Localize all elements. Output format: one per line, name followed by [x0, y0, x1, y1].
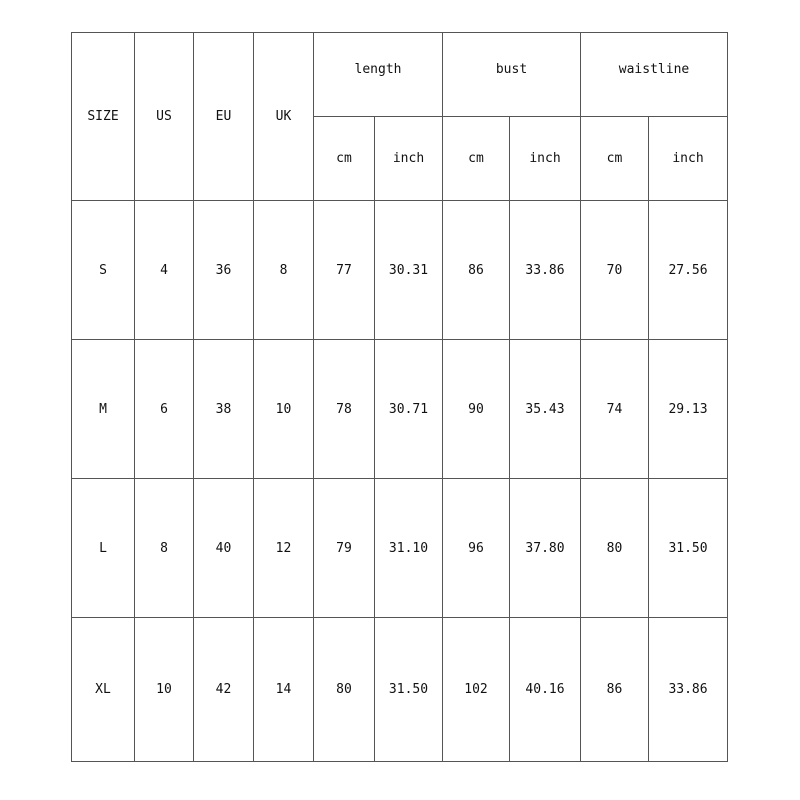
- cell-size: L: [72, 479, 135, 618]
- cell-us: 8: [135, 479, 194, 618]
- cell-waistline-inch: 33.86: [649, 618, 728, 762]
- header-bust: bust: [443, 33, 581, 117]
- table-row: [72, 201, 728, 340]
- header-unit-waistline-cm: cm: [581, 117, 649, 201]
- cell-length-cm: 79: [314, 479, 375, 618]
- cell-length-inch: 30.31: [375, 201, 443, 340]
- cell-waistline-cm: 74: [581, 340, 649, 479]
- table-row: [72, 340, 728, 479]
- cell-bust-inch: 33.86: [510, 201, 581, 340]
- header-uk: UK: [254, 33, 314, 201]
- header-eu: EU: [194, 33, 254, 201]
- cell-bust-inch: 37.80: [510, 479, 581, 618]
- cell-bust-cm: 90: [443, 340, 510, 479]
- cell-waistline-inch: 29.13: [649, 340, 728, 479]
- header-unit-bust-cm: cm: [443, 117, 510, 201]
- cell-length-inch: 30.71: [375, 340, 443, 479]
- cell-waistline-inch: 27.56: [649, 201, 728, 340]
- cell-waistline-cm: 80: [581, 479, 649, 618]
- cell-length-cm: 77: [314, 201, 375, 340]
- cell-waistline-cm: 86: [581, 618, 649, 762]
- cell-size: XL: [72, 618, 135, 762]
- header-unit-length-inch: inch: [375, 117, 443, 201]
- size-chart-table: [71, 32, 728, 762]
- cell-eu: 42: [194, 618, 254, 762]
- cell-size: S: [72, 201, 135, 340]
- cell-length-inch: 31.10: [375, 479, 443, 618]
- cell-us: 6: [135, 340, 194, 479]
- cell-uk: 12: [254, 479, 314, 618]
- cell-us: 10: [135, 618, 194, 762]
- cell-uk: 8: [254, 201, 314, 340]
- cell-length-cm: 80: [314, 618, 375, 762]
- header-unit-length-cm: cm: [314, 117, 375, 201]
- header-us: US: [135, 33, 194, 201]
- header-size: SIZE: [72, 33, 135, 201]
- cell-length-cm: 78: [314, 340, 375, 479]
- cell-waistline-inch: 31.50: [649, 479, 728, 618]
- cell-bust-inch: 35.43: [510, 340, 581, 479]
- cell-us: 4: [135, 201, 194, 340]
- header-row-groups: [72, 33, 728, 117]
- cell-eu: 38: [194, 340, 254, 479]
- cell-bust-cm: 102: [443, 618, 510, 762]
- table-row: [72, 618, 728, 762]
- cell-length-inch: 31.50: [375, 618, 443, 762]
- cell-bust-cm: 86: [443, 201, 510, 340]
- cell-uk: 10: [254, 340, 314, 479]
- header-unit-bust-inch: inch: [510, 117, 581, 201]
- header-waistline: waistline: [581, 33, 728, 117]
- cell-eu: 40: [194, 479, 254, 618]
- cell-size: M: [72, 340, 135, 479]
- cell-bust-inch: 40.16: [510, 618, 581, 762]
- cell-bust-cm: 96: [443, 479, 510, 618]
- cell-uk: 14: [254, 618, 314, 762]
- header-unit-waistline-inch: inch: [649, 117, 728, 201]
- cell-waistline-cm: 70: [581, 201, 649, 340]
- header-length: length: [314, 33, 443, 117]
- table-row: [72, 479, 728, 618]
- cell-eu: 36: [194, 201, 254, 340]
